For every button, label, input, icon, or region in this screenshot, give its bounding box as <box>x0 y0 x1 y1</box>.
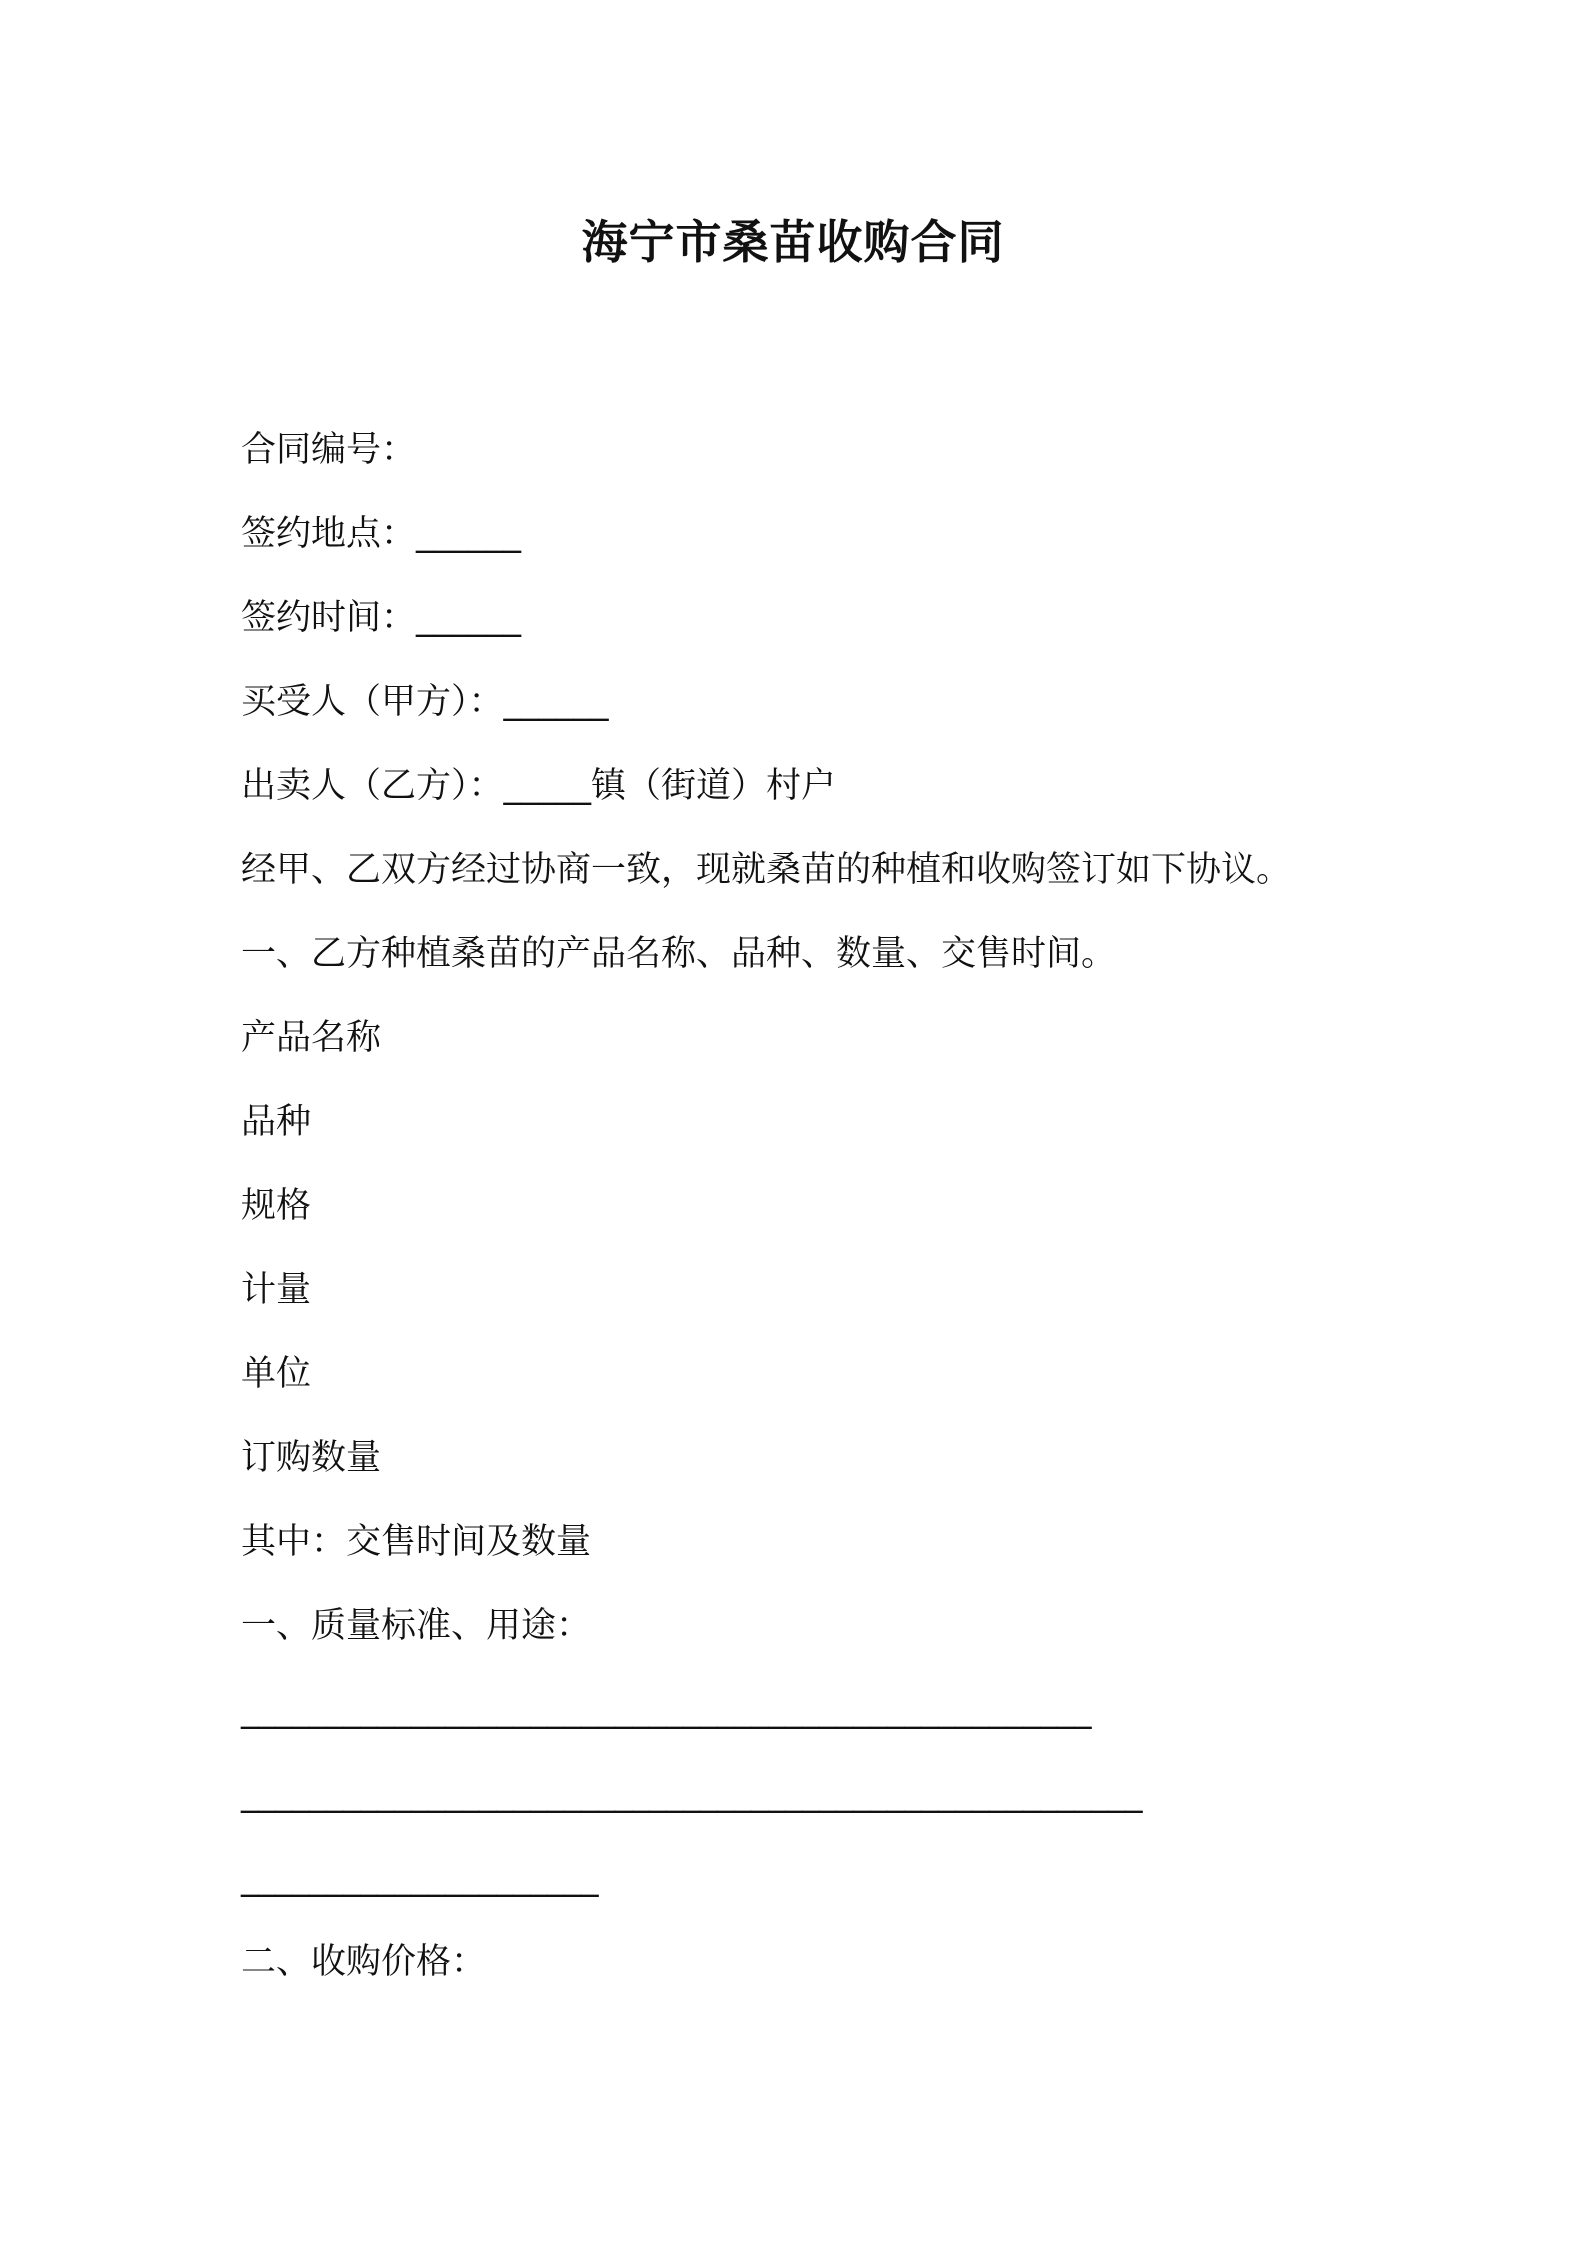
order-quantity-line: 订购数量 <box>241 1438 382 1478</box>
document-body <box>241 408 1441 2004</box>
blank-line: __________________________________________________ <box>241 1690 1091 1730</box>
delivery-time-line: 其中：交售时间及数量 <box>241 1522 592 1562</box>
section-heading: 一、乙方种植桑苗的产品名称、品种、数量、交售时间。 <box>241 934 1117 974</box>
contract-number-line: 合同编号： <box>241 430 417 470</box>
document-title: 海宁市桑苗收购合同 <box>581 215 1005 269</box>
signing-place-line: 签约地点：______ <box>241 514 522 554</box>
section-heading: 二、收购价格： <box>241 1942 487 1982</box>
buyer-line: 买受人（甲方）：______ <box>241 682 609 722</box>
blank-line: _____________________ <box>241 1858 598 1898</box>
unit-line: 单位 <box>241 1354 312 1394</box>
signing-time-line: 签约时间：______ <box>241 598 522 638</box>
seller-line: 出卖人（乙方）：_____镇（街道）村户 <box>241 766 837 806</box>
variety-line: 品种 <box>241 1102 312 1142</box>
blank-line: _____________________________________________________ <box>241 1774 1142 1814</box>
product-name-line: 产品名称 <box>241 1018 382 1058</box>
agreement-intro-line: 经甲、乙双方经过协商一致，现就桑苗的种植和收购签订如下协议。 <box>241 850 1292 890</box>
specification-line: 规格 <box>241 1186 312 1226</box>
section-heading: 一、质量标准、用途： <box>241 1606 592 1646</box>
measurement-line: 计量 <box>241 1270 312 1310</box>
